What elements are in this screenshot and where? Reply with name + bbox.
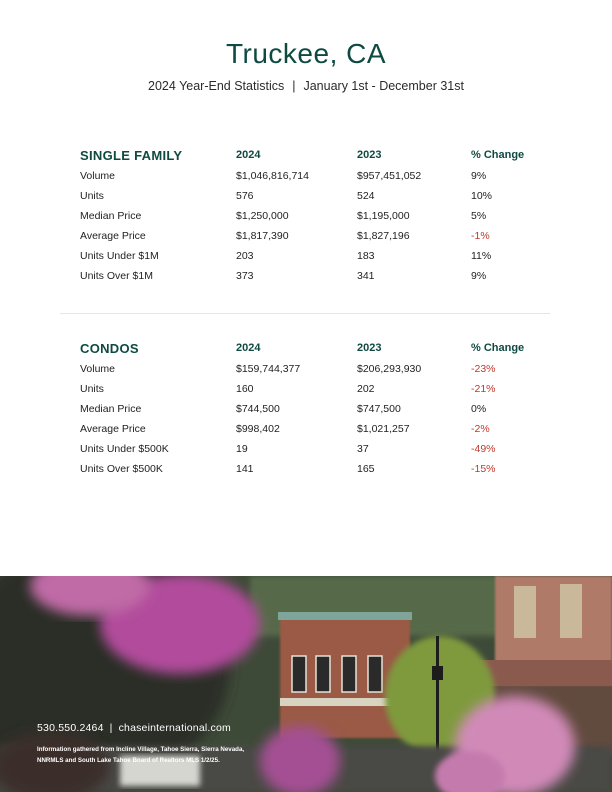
percent-change: -49% xyxy=(471,443,496,455)
value-2024: $159,744,377 xyxy=(236,363,301,375)
column-header-change: % Change xyxy=(471,149,525,161)
value-2024: 576 xyxy=(236,190,254,202)
footer-photo xyxy=(0,576,612,792)
value-2024: 19 xyxy=(236,443,248,455)
row-label: Units xyxy=(80,383,104,395)
value-2024: $1,046,816,714 xyxy=(236,170,309,182)
table-row xyxy=(80,403,550,423)
row-label: Average Price xyxy=(80,230,146,242)
section-heading: CONDOS xyxy=(80,341,139,356)
value-2023: 37 xyxy=(357,443,369,455)
column-header-2024: 2024 xyxy=(236,342,261,354)
table-row xyxy=(80,210,550,230)
table-row xyxy=(80,423,550,443)
page-title: Truckee, CA xyxy=(225,38,387,69)
table-row xyxy=(80,463,550,483)
value-2024: 160 xyxy=(236,383,254,395)
percent-change: -15% xyxy=(471,463,496,475)
row-label: Volume xyxy=(80,363,116,375)
value-2023: 165 xyxy=(357,463,375,475)
value-2024: $1,250,000 xyxy=(236,210,289,222)
table-row xyxy=(80,190,550,210)
value-2024: 141 xyxy=(236,463,254,475)
row-label: Units xyxy=(80,190,104,202)
value-2023: 202 xyxy=(357,383,375,395)
condos-table xyxy=(80,341,550,483)
row-label: Median Price xyxy=(80,403,142,415)
table-header xyxy=(80,341,550,363)
table-row xyxy=(80,270,550,290)
row-label: Units Over $1M xyxy=(80,270,153,282)
value-2023: $1,195,000 xyxy=(357,210,410,222)
section-divider xyxy=(60,313,550,314)
value-2023: $1,827,196 xyxy=(357,230,410,242)
row-label: Volume xyxy=(80,170,116,182)
contact-line xyxy=(37,722,231,734)
single-family-table xyxy=(80,148,550,290)
value-2024: $1,817,390 xyxy=(236,230,289,242)
table-row xyxy=(80,443,550,463)
subtitle-period: 2024 Year-End Statistics xyxy=(148,79,285,93)
percent-change: 9% xyxy=(471,270,487,282)
value-2023: $957,451,052 xyxy=(357,170,422,182)
page-subtitle xyxy=(0,79,612,93)
row-label: Units Under $1M xyxy=(80,250,159,262)
value-2023: 183 xyxy=(357,250,375,262)
table-row xyxy=(80,363,550,383)
row-label: Average Price xyxy=(80,423,146,435)
website-link[interactable]: chaseinternational.com xyxy=(118,722,231,734)
contact-separator: | xyxy=(109,722,113,734)
percent-change: -23% xyxy=(471,363,496,375)
value-2023: 341 xyxy=(357,270,375,282)
percent-change: 5% xyxy=(471,210,487,222)
column-header-2023: 2023 xyxy=(357,149,382,161)
percent-change: 9% xyxy=(471,170,487,182)
value-2023: $747,500 xyxy=(357,403,401,415)
table-row xyxy=(80,383,550,403)
value-2023: $1,021,257 xyxy=(357,423,410,435)
table-header xyxy=(80,148,550,170)
percent-change: 11% xyxy=(471,250,492,262)
phone-number[interactable]: 530.550.2464 xyxy=(37,722,104,734)
percent-change: -2% xyxy=(471,423,490,435)
table-row xyxy=(80,250,550,270)
percent-change: -21% xyxy=(471,383,496,395)
column-header-2023: 2023 xyxy=(357,342,382,354)
percent-change: 0% xyxy=(471,403,487,415)
percent-change: -1% xyxy=(471,230,490,242)
subtitle-separator: | xyxy=(292,79,296,93)
row-label: Units Under $500K xyxy=(80,443,169,455)
value-2024: $998,402 xyxy=(236,423,280,435)
section-heading: SINGLE FAMILY xyxy=(80,148,183,163)
column-header-change: % Change xyxy=(471,342,525,354)
column-header-2024: 2024 xyxy=(236,149,261,161)
row-label: Units Over $500K xyxy=(80,463,163,475)
row-label: Median Price xyxy=(80,210,142,222)
table-row xyxy=(80,170,550,190)
value-2023: $206,293,930 xyxy=(357,363,422,375)
table-row xyxy=(80,230,550,250)
subtitle-dates: January 1st - December 31st xyxy=(303,79,464,93)
value-2024: 373 xyxy=(236,270,254,282)
percent-change: 10% xyxy=(471,190,493,202)
value-2023: 524 xyxy=(357,190,375,202)
value-2024: $744,500 xyxy=(236,403,280,415)
value-2024: 203 xyxy=(236,250,254,262)
data-source-disclaimer: Information gathered from Incline Village, Tahoe Sierra, Sierra Nevada, NNRMLS and South Lake Tahoe Board of Realtors MLS 1/2/25. xyxy=(37,746,245,764)
